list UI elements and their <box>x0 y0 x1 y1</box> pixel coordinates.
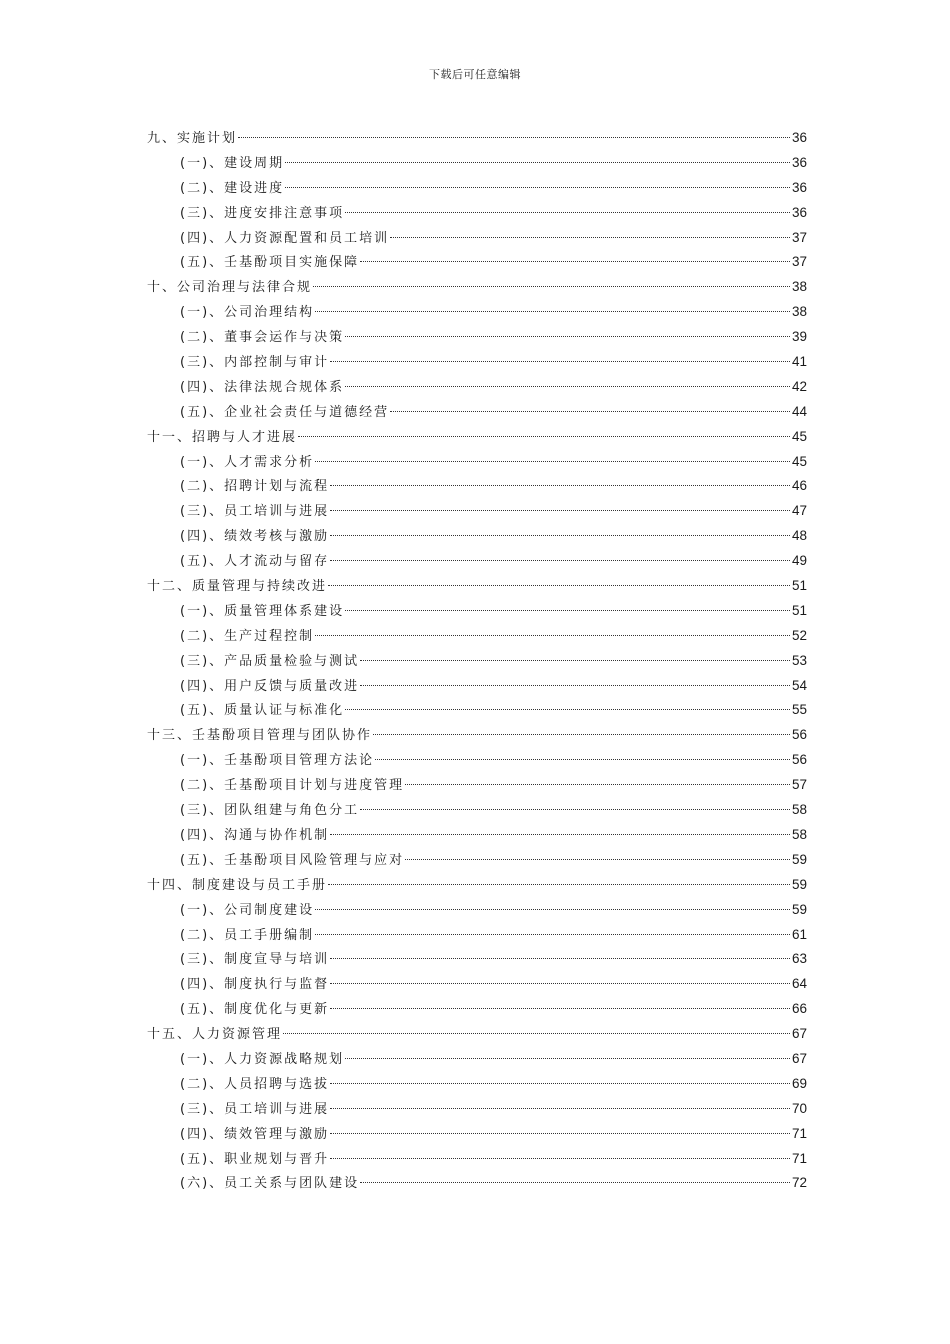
toc-section-entry[interactable] <box>147 997 807 1022</box>
toc-entry-title: (三)、产品质量检验与测试 <box>180 653 360 669</box>
toc-dot-leader <box>315 909 790 910</box>
toc-page-number: 72 <box>791 1175 807 1191</box>
toc-entry-title: (三)、内部控制与审计 <box>180 355 330 371</box>
toc-dot-leader <box>330 1108 790 1109</box>
toc-chapter-entry[interactable] <box>147 723 807 748</box>
toc-page-number: 39 <box>791 329 807 345</box>
toc-page-number: 61 <box>791 926 807 942</box>
toc-entry-title: (一)、公司治理结构 <box>180 305 315 321</box>
toc-page-number: 49 <box>791 553 807 569</box>
toc-section-entry[interactable] <box>147 748 807 773</box>
toc-dot-leader <box>285 187 790 188</box>
toc-section-entry[interactable] <box>147 499 807 524</box>
toc-section-entry[interactable] <box>147 226 807 251</box>
toc-page-number: 71 <box>791 1150 807 1166</box>
toc-entry-title: (四)、用户反馈与质量改进 <box>180 678 360 694</box>
toc-entry-title: (二)、员工手册编制 <box>180 927 315 943</box>
toc-dot-leader <box>345 386 790 387</box>
toc-entry-title: (五)、制度优化与更新 <box>180 1002 330 1018</box>
toc-entry-title: (五)、壬基酚项目实施保障 <box>180 255 360 271</box>
toc-page-number: 55 <box>791 702 807 718</box>
toc-entry-title: (三)、进度安排注意事项 <box>180 205 345 221</box>
toc-dot-leader <box>285 162 790 163</box>
toc-dot-leader <box>330 485 790 486</box>
toc-entry-title: (一)、人才需求分析 <box>180 454 315 470</box>
toc-section-entry[interactable] <box>147 823 807 848</box>
toc-page-number: 45 <box>791 428 807 444</box>
page-header: 下载后可任意编辑 <box>429 68 521 81</box>
toc-dot-leader <box>330 1158 790 1159</box>
toc-page-number: 58 <box>791 826 807 842</box>
toc-dot-leader <box>360 685 790 686</box>
toc-entry-title: (五)、职业规划与晋升 <box>180 1151 330 1167</box>
toc-entry-title: (五)、壬基酚项目风险管理与应对 <box>180 852 405 868</box>
toc-section-entry[interactable] <box>147 1122 807 1147</box>
toc-dot-leader <box>330 1008 790 1009</box>
toc-dot-leader <box>405 784 790 785</box>
toc-entry-title: (四)、法律法规合规体系 <box>180 379 345 395</box>
toc-section-entry[interactable] <box>147 250 807 275</box>
toc-page-number: 56 <box>791 752 807 768</box>
toc-section-entry[interactable] <box>147 201 807 226</box>
toc-entry-title: 十三、壬基酚项目管理与团队协作 <box>147 728 373 744</box>
toc-entry-title: (一)、公司制度建设 <box>180 902 315 918</box>
toc-entry-title: (四)、制度执行与监督 <box>180 977 330 993</box>
toc-entry-title: (二)、人员招聘与选拔 <box>180 1076 330 1092</box>
toc-entry-title: (三)、制度宣导与培训 <box>180 952 330 968</box>
toc-dot-leader <box>360 809 790 810</box>
toc-section-entry[interactable] <box>147 176 807 201</box>
toc-page-number: 52 <box>791 627 807 643</box>
toc-page-number: 38 <box>791 279 807 295</box>
toc-section-entry[interactable] <box>147 350 807 375</box>
toc-section-entry[interactable] <box>147 524 807 549</box>
toc-page-number: 71 <box>791 1125 807 1141</box>
toc-dot-leader <box>330 958 790 959</box>
toc-dot-leader <box>315 311 790 312</box>
toc-dot-leader <box>313 286 790 287</box>
toc-entry-title: 九、实施计划 <box>147 131 238 146</box>
toc-chapter-entry[interactable] <box>147 275 807 300</box>
toc-page-number: 59 <box>791 901 807 917</box>
toc-section-entry[interactable] <box>147 474 807 499</box>
toc-section-entry[interactable] <box>147 947 807 972</box>
toc-page-number: 51 <box>791 578 807 594</box>
toc-page-number: 37 <box>791 254 807 270</box>
toc-dot-leader <box>330 834 790 835</box>
toc-entry-title: (五)、企业社会责任与道德经营 <box>180 404 390 420</box>
toc-page-number: 67 <box>791 1026 807 1042</box>
toc-entry-title: 十一、招聘与人才进展 <box>147 429 298 445</box>
toc-entry-title: 十五、人力资源管理 <box>147 1027 283 1043</box>
toc-page-number: 63 <box>791 951 807 967</box>
toc-dot-leader <box>330 535 790 536</box>
toc-chapter-entry[interactable] <box>147 425 807 450</box>
toc-page-number: 56 <box>791 727 807 743</box>
toc-dot-leader <box>345 709 790 710</box>
toc-entry-title: (二)、生产过程控制 <box>180 628 315 644</box>
toc-entry-title: (一)、人力资源战略规划 <box>180 1051 345 1067</box>
toc-page-number: 36 <box>791 204 807 220</box>
toc-dot-leader <box>330 983 790 984</box>
toc-page-number: 59 <box>791 876 807 892</box>
toc-page-number: 44 <box>791 403 807 419</box>
toc-page-number: 69 <box>791 1075 807 1091</box>
toc-section-entry[interactable] <box>147 698 807 723</box>
toc-dot-leader <box>390 237 790 238</box>
toc-page-number: 70 <box>791 1100 807 1116</box>
toc-entry-title: (三)、员工培训与进展 <box>180 504 330 520</box>
toc-page-number: 38 <box>791 304 807 320</box>
toc-dot-leader <box>330 361 790 362</box>
toc-section-entry[interactable] <box>147 848 807 873</box>
toc-page-number: 67 <box>791 1050 807 1066</box>
toc-section-entry[interactable] <box>147 300 807 325</box>
toc-section-entry[interactable] <box>147 599 807 624</box>
toc-section-entry[interactable] <box>147 923 807 948</box>
toc-dot-leader <box>345 336 790 337</box>
toc-entry-title: (二)、壬基酚项目计划与进度管理 <box>180 778 405 794</box>
toc-entry-title: (三)、团队组建与角色分工 <box>180 803 360 819</box>
toc-entry-title: 十二、质量管理与持续改进 <box>147 579 328 595</box>
toc-section-entry[interactable] <box>147 649 807 674</box>
toc-page-number: 51 <box>791 602 807 618</box>
toc-chapter-entry[interactable] <box>147 1022 807 1047</box>
toc-dot-leader <box>405 859 790 860</box>
toc-dot-leader <box>360 660 790 661</box>
toc-entry-title: 十、公司治理与法律合规 <box>147 280 313 296</box>
toc-section-entry[interactable] <box>147 400 807 425</box>
toc-page-number: 54 <box>791 677 807 693</box>
toc-entry-title: (五)、人才流动与留存 <box>180 554 330 570</box>
toc-dot-leader <box>283 1033 790 1034</box>
toc-section-entry[interactable] <box>147 450 807 475</box>
toc-dot-leader <box>330 510 790 511</box>
toc-page-number: 36 <box>791 154 807 170</box>
toc-page-number: 41 <box>791 354 807 370</box>
toc-page-number: 64 <box>791 976 807 992</box>
toc-entry-title: 十四、制度建设与员工手册 <box>147 877 328 893</box>
toc-section-entry[interactable] <box>147 624 807 649</box>
toc-entry-title: (一)、壬基酚项目管理方法论 <box>180 753 375 769</box>
table-of-contents <box>147 126 807 1196</box>
toc-entry-title: (一)、质量管理体系建设 <box>180 603 345 619</box>
toc-dot-leader <box>390 411 790 412</box>
toc-section-entry[interactable] <box>147 972 807 997</box>
toc-section-entry[interactable] <box>147 325 807 350</box>
toc-page-number: 47 <box>791 503 807 519</box>
toc-entry-title: (四)、人力资源配置和员工培训 <box>180 230 390 246</box>
toc-entry-title: (二)、招聘计划与流程 <box>180 479 330 495</box>
toc-entry-title: (四)、沟通与协作机制 <box>180 827 330 843</box>
toc-chapter-entry[interactable] <box>147 873 807 898</box>
toc-section-entry[interactable] <box>147 1072 807 1097</box>
toc-dot-leader <box>373 734 790 735</box>
toc-entry-title: (六)、员工关系与团队建设 <box>180 1176 360 1192</box>
toc-page-number: 57 <box>791 777 807 793</box>
toc-page-number: 59 <box>791 851 807 867</box>
toc-page-number: 53 <box>791 652 807 668</box>
toc-section-entry[interactable] <box>147 1047 807 1072</box>
toc-dot-leader <box>298 436 790 437</box>
toc-chapter-entry[interactable] <box>147 126 807 151</box>
toc-entry-title: (三)、员工培训与进展 <box>180 1101 330 1117</box>
toc-dot-leader <box>315 934 790 935</box>
toc-dot-leader <box>345 1058 790 1059</box>
toc-dot-leader <box>328 585 790 586</box>
toc-dot-leader <box>345 610 790 611</box>
toc-entry-title: (一)、建设周期 <box>180 155 285 171</box>
toc-chapter-entry[interactable] <box>147 574 807 599</box>
toc-section-entry[interactable] <box>147 674 807 699</box>
toc-page-number: 58 <box>791 802 807 818</box>
toc-dot-leader <box>360 1182 790 1183</box>
toc-dot-leader <box>330 1083 790 1084</box>
toc-dot-leader <box>330 560 790 561</box>
toc-entry-title: (二)、董事会运作与决策 <box>180 330 345 346</box>
toc-section-entry[interactable] <box>147 773 807 798</box>
toc-dot-leader <box>360 261 790 262</box>
toc-page-number: 66 <box>791 1001 807 1017</box>
toc-entry-title: (五)、质量认证与标准化 <box>180 703 345 719</box>
toc-section-entry[interactable] <box>147 549 807 574</box>
toc-section-entry[interactable] <box>147 1171 807 1196</box>
toc-dot-leader <box>315 635 790 636</box>
toc-page-number: 36 <box>791 130 807 145</box>
toc-section-entry[interactable] <box>147 375 807 400</box>
toc-section-entry[interactable] <box>147 1147 807 1172</box>
toc-section-entry[interactable] <box>147 898 807 923</box>
toc-page-number: 45 <box>791 453 807 469</box>
toc-page-number: 48 <box>791 528 807 544</box>
toc-dot-leader <box>238 137 790 138</box>
toc-section-entry[interactable] <box>147 1097 807 1122</box>
toc-page-number: 42 <box>791 378 807 394</box>
toc-dot-leader <box>345 212 790 213</box>
toc-dot-leader <box>315 461 790 462</box>
toc-dot-leader <box>330 1133 790 1134</box>
toc-entry-title: (四)、绩效管理与激励 <box>180 1126 330 1142</box>
toc-entry-title: (四)、绩效考核与激励 <box>180 529 330 545</box>
toc-page-number: 37 <box>791 229 807 245</box>
toc-entry-title: (二)、建设进度 <box>180 180 285 196</box>
toc-dot-leader <box>375 759 790 760</box>
toc-page-number: 46 <box>791 478 807 494</box>
toc-section-entry[interactable] <box>147 151 807 176</box>
toc-section-entry[interactable] <box>147 798 807 823</box>
toc-dot-leader <box>328 884 790 885</box>
toc-page-number: 36 <box>791 179 807 195</box>
